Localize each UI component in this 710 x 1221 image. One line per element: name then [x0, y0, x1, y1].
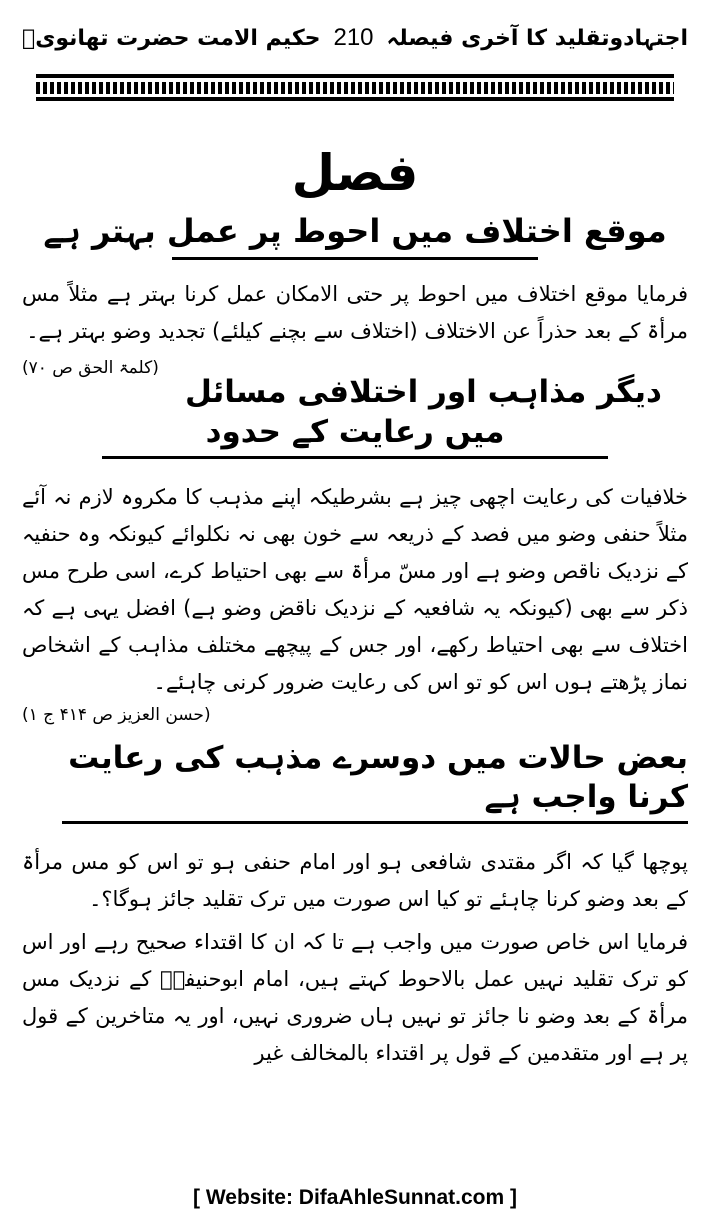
header-rule-dotted: [36, 82, 674, 94]
section3-question: پوچھا گیا کہ اگر مقتدی شافعی ہو اور امام حنفی ہو تو اس کو مس مرأۃ کے بعد وضو کرنا چاہئے تو کیا اس صورت میں ترک تقلید جائز ہوگا؟۔: [22, 849, 688, 911]
section1-body: فرمایا موقع اختلاف میں احوط پر حتی الامکان عمل کرنا بہتر ہے مثلاً مس مرأۃ کے بعد حذراً عن الاختلاف (اختلاف سے بچنے کیلئے) تجدید وضو بہتر ہے۔: [22, 281, 688, 343]
section3-heading: بعض حالات میں دوسرے مذہب کی رعایت کرنا واجب ہے: [68, 740, 688, 815]
section1-underline: [172, 257, 538, 260]
section1-reference: (کلمۃ الحق ص ۷۰): [22, 357, 159, 378]
header-rule-bottom: [36, 97, 674, 101]
author-name: حکیم الامت حضرت تھانویؒ: [22, 25, 321, 51]
website-footer: [ Website: DifaAhleSunnat.com ]: [193, 1186, 517, 1209]
header-rule-top: [36, 74, 674, 78]
chapter-title: فصل: [291, 144, 419, 202]
section3-underline: [62, 821, 688, 824]
section2-underline: [102, 456, 608, 459]
section1-text: [22, 276, 688, 378]
section2-reference: (حسن العزیز ص ۴۱۴ ج ۱): [22, 705, 211, 726]
page-body: [22, 110, 688, 1072]
section3-answer: فرمایا اس خاص صورت میں واجب ہے تا کہ ان کا اقتداء صحیح رہے اور اس کو ترک تقلید نہیں عمل بالاحوط کہتے ہیں، امام ابوحنیفہؒ کے نزدیک مس مرأۃ کے بعد وضو نا جائز تو نہیں ہاں ضروری نہیں، اور یہ متاخرین کے قول پر ہے اور متقدمین کے قول پر اقتداء بالمخالف غیر: [22, 929, 688, 1065]
page-number: 210: [333, 24, 374, 51]
section2-text: خلافیات کی رعایت اچھی چیز ہے بشرطیکہ اپنے مذہب کا مکروہ لازم نہ آئے مثلاً حنفی وضو میں فصد کے ذریعہ سے خون بھی نہ نکلوائے کیونکہ وہ حنفیہ کے نزدیک ناقص وضو ہے اور مسّ مرأۃ سے بھی احتیاط کرے، اسی طرح مس ذکر سے بھی (کیونکہ یہ شافعیہ کے نزدیک ناقض وضو ہے) افضل یہی ہے کہ اختلاف سے بھی احتیاط رکھے، اور جس کے پیچھے مختلف مذاہب کے اشخاص نماز پڑھتے ہوں اس کو تو اس کی رعایت ضرور کرنی چاہئے۔: [22, 485, 688, 695]
section1-heading: موقع اختلاف میں احوط پر عمل بہتر ہے: [43, 212, 667, 250]
running-header: [22, 18, 688, 58]
book-title: اجتہادوتقلید کا آخری فیصلہ: [386, 25, 688, 51]
section2-heading: دیگر مذاہب اور اختلافی مسائل میں رعایت کے حدود: [184, 373, 662, 450]
